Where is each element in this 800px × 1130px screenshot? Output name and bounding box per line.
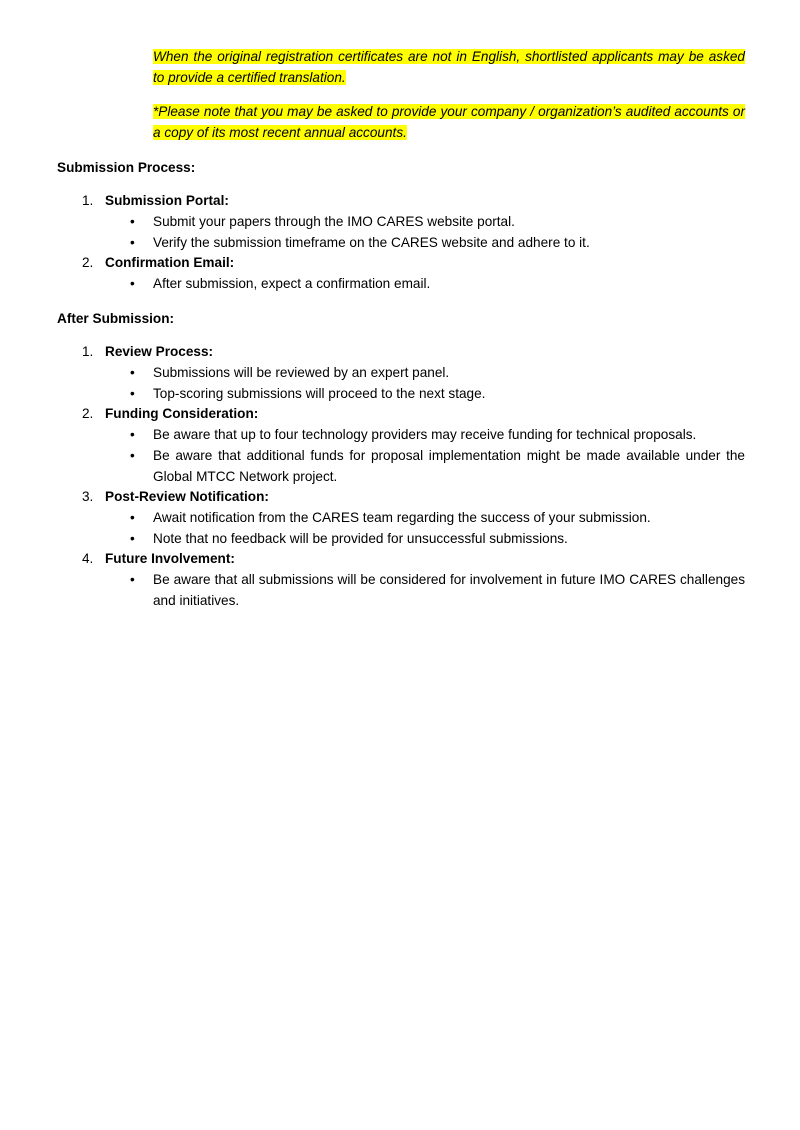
- bullet-item: [130, 363, 745, 384]
- item-title: Funding Consideration:: [105, 406, 259, 421]
- bullet-text: Be aware that all submissions will be considered for involvement in future IMO CARES challenges and initiatives.: [153, 572, 745, 608]
- translation-note-text: When the original registration certificates are not in English, shortlisted applicants may be asked to provide a certified translation.: [153, 49, 745, 85]
- bullet-item: [130, 212, 745, 233]
- list-item-submission-portal: [82, 191, 229, 212]
- list-number: 1.: [82, 193, 94, 208]
- item-title: Review Process:: [105, 344, 214, 359]
- list-number: 1.: [82, 344, 94, 359]
- bullet-item: [130, 508, 745, 529]
- item-title: Confirmation Email:: [105, 255, 235, 270]
- bullet-text: Be aware that additional funds for proposal implementation might be made available under the Global MTCC Network project.: [153, 448, 745, 484]
- bullet-item: [130, 425, 745, 446]
- bullet-item: [130, 446, 745, 487]
- bullet-icon: •: [130, 214, 135, 229]
- list-item-review-process: [82, 342, 213, 363]
- list-number: 2.: [82, 255, 94, 270]
- bullet-icon: •: [130, 427, 135, 442]
- bullet-text: Verify the submission timeframe on the CARES website and adhere to it.: [153, 235, 590, 250]
- bullet-text: Await notification from the CARES team regarding the success of your submission.: [153, 510, 651, 525]
- list-number: 2.: [82, 406, 94, 421]
- bullet-icon: •: [130, 276, 135, 291]
- list-item-future-involvement: [82, 549, 235, 570]
- bullet-icon: •: [130, 531, 135, 546]
- list-number: 4.: [82, 551, 94, 566]
- bullet-icon: •: [130, 386, 135, 401]
- item-title: Future Involvement:: [105, 551, 235, 566]
- bullet-icon: •: [130, 510, 135, 525]
- bullet-text: Be aware that up to four technology providers may receive funding for technical proposals.: [153, 427, 697, 442]
- bullet-icon: •: [130, 448, 135, 463]
- bullet-item: [130, 233, 745, 254]
- bullet-item: [130, 384, 745, 405]
- bullet-item: [130, 570, 745, 611]
- bullet-item: [130, 274, 745, 295]
- bullet-text: Submit your papers through the IMO CARES website portal.: [153, 214, 515, 229]
- bullet-icon: •: [130, 572, 135, 587]
- item-title: Post-Review Notification:: [105, 489, 269, 504]
- submission-process-heading: Submission Process:: [57, 160, 196, 175]
- list-item-post-review-notification: [82, 487, 269, 508]
- bullet-text: Top-scoring submissions will proceed to the next stage.: [153, 386, 486, 401]
- bullet-text: After submission, expect a confirmation email.: [153, 276, 431, 291]
- bullet-icon: •: [130, 235, 135, 250]
- after-submission-heading: After Submission:: [57, 311, 175, 326]
- accounts-note-text: *Please note that you may be asked to provide your company / organization’s audited accounts or a copy of its most recent annual accounts.: [153, 104, 745, 140]
- item-title: Submission Portal:: [105, 193, 229, 208]
- list-item-confirmation-email: [82, 253, 234, 274]
- bullet-text: Note that no feedback will be provided for unsuccessful submissions.: [153, 531, 568, 546]
- list-item-funding-consideration: [82, 404, 258, 425]
- bullet-icon: •: [130, 365, 135, 380]
- bullet-item: [130, 529, 745, 550]
- bullet-text: Submissions will be reviewed by an expert panel.: [153, 365, 450, 380]
- translation-note: [153, 47, 745, 88]
- accounts-note: [153, 102, 745, 143]
- list-number: 3.: [82, 489, 94, 504]
